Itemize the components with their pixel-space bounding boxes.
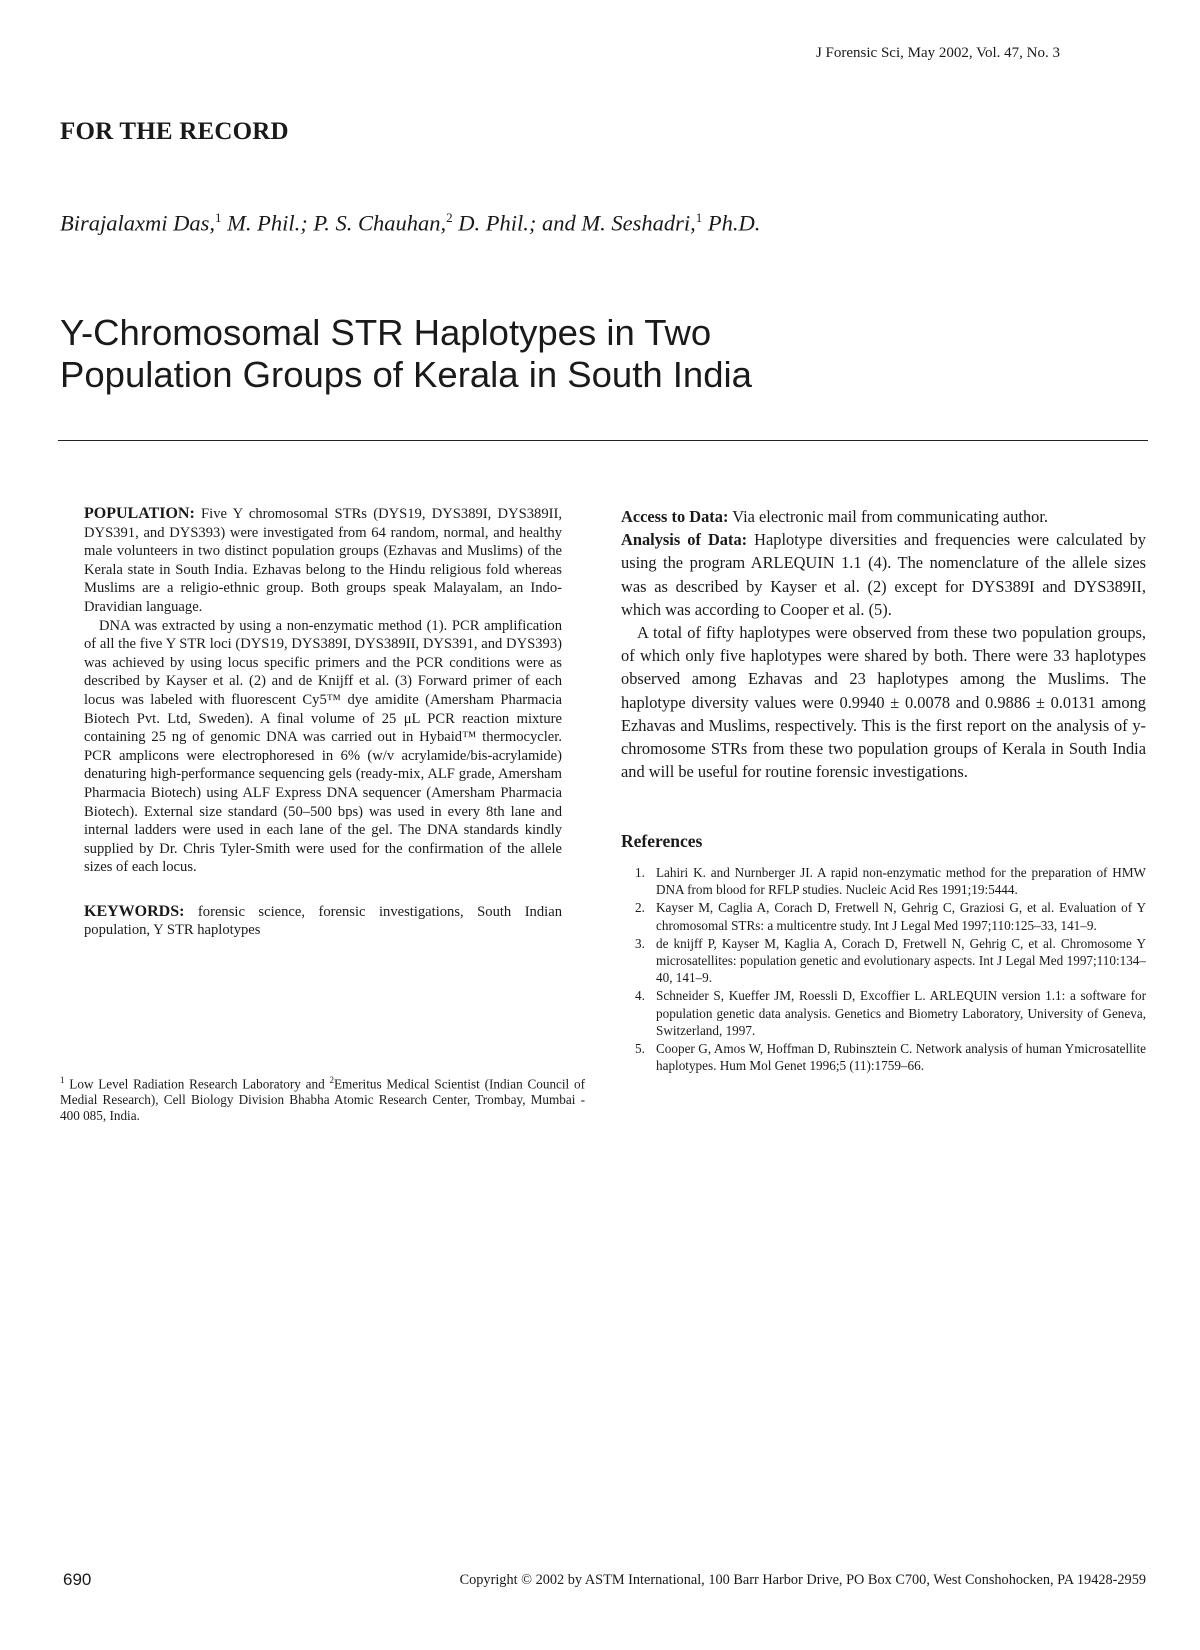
reference-text: Cooper G, Amos W, Hoffman D, Rubinsztein C. Network analysis of human Ymicrosatellite haplotypes. Hum Mol Genet 1996;5 (11):1759–66. (656, 1041, 1146, 1074)
reference-item (621, 935, 1146, 987)
reference-text: Lahiri K. and Nurnberger JI. A rapid non-enzymatic method for the preparation of HMW DNA from blood for RFLP studies. Nucleic Acid Res 1991;19:5444. (656, 865, 1146, 898)
paper-title (60, 312, 1040, 396)
title-line: Population Groups of Kerala in South India (60, 354, 752, 396)
footnote-text: Low Level Radiation Research Laboratory and (64, 1076, 330, 1092)
section-label: FOR THE RECORD (60, 118, 289, 145)
title-line: Y-Chromosomal STR Haplotypes in Two (60, 312, 712, 354)
reference-list (621, 864, 1146, 1075)
footnote-text: Emeritus Medical Scientist (Indian Council of Medial Research), Cell Biology Division Bhabha Atomic Research Center, Trombay, Mumbai - 400 085, India. (60, 1076, 585, 1124)
right-column (621, 505, 1146, 783)
author-name: M. Seshadri, (581, 210, 696, 236)
author-name: Birajalaxmi Das, (60, 210, 215, 236)
reference-item (621, 987, 1146, 1039)
author-list (60, 210, 760, 237)
reference-number: 3. (635, 935, 645, 951)
analysis-paragraph (621, 528, 1146, 621)
footnote-marker: 2 (329, 1075, 334, 1085)
reference-number: 5. (635, 1041, 645, 1057)
population-paragraph (84, 505, 562, 617)
footnote-marker: 1 (60, 1075, 65, 1085)
affiliation-footnote (60, 1072, 585, 1124)
methods-paragraph: DNA was extracted by using a non-enzymatic method (1). PCR amplification of all the five Y STR loci (DYS19, DYS389I, DYS389II, DYS391, and DYS393) was achieved by using locus specific primers and the PCR conditions were as described by Kayser et al. (2) and de Knijff et al. (3) Forward primer of each locus was labeled with fluorescent Cy5™ dye amidite (Amersham Pharmacia Biotech Pvt. Ltd, Sweden). A final volume of 25 μL PCR reaction mixture containing 25 ng of genomic DNA was carried out in Hybaid™ thermocycler. PCR amplicons were electrophoresed in 6% (w/v acrylamide/bis-acrylamide) denaturing high-performance sequencing gels (ready-mix, ALF grade, Amersham Pharmacia Biotech) using ALF Express DNA sequencer (Amersham Pharmacia Biotech). External size standard (50–500 bps) was used in every 8th lane and internal ladders were used in each lane of the gel. The DNA standards kindly supplied by Dr. Chris Tyler-Smith were used for the confirmation of the allele sizes of each locus. (84, 617, 562, 876)
author-degree: D. Phil.; and (452, 210, 582, 236)
author-name: P. S. Chauhan, (313, 210, 447, 236)
author-degree: M. Phil.; (221, 210, 314, 236)
page-number: 690 (63, 1570, 92, 1589)
reference-number: 2. (635, 900, 645, 916)
keywords-paragraph (84, 903, 562, 940)
access-text: Via electronic mail from communicating author. (728, 507, 1049, 526)
affiliation-marker: 1 (215, 210, 222, 225)
affiliation-marker: 1 (695, 210, 703, 225)
population-text: Five Y chromosomal STRs (DYS19, DYS389I, DYS389II, DYS391, and DYS393) were investigated from 64 random, normal, and healthy male volunteers in two distinct population groups (Ezhavas and Muslims) of the Kerala state in South India. Ezhavas belong to the Hindu religious fold whereas Muslims are a religio-ethnic group. Both groups speak Malayalam, an Indo-Dravidian language. (84, 506, 562, 615)
reference-text: Kayser M, Caglia A, Corach D, Fretwell N, Gehrig C, Graziosi G, et al. Evaluation of Y chromosomal STRs: a multicentre study. Int J Legal Med 1997;110:125–33, 141–9. (656, 900, 1146, 933)
copyright-notice: Copyright © 2002 by ASTM International, 100 Barr Harbor Drive, PO Box C700, West Conshohocken, PA 19428-2959 (459, 1572, 1146, 1588)
journal-citation: J Forensic Sci, May 2002, Vol. 47, No. 3 (815, 45, 1060, 61)
reference-item (621, 1040, 1146, 1074)
reference-number: 4. (635, 988, 645, 1004)
reference-item (621, 899, 1146, 933)
reference-item (621, 864, 1146, 898)
access-paragraph (621, 505, 1146, 528)
access-label: Access to Data: (621, 507, 729, 526)
left-column (84, 505, 562, 940)
reference-text: Schneider S, Kueffer JM, Roessli D, Excoffier L. ARLEQUIN version 1.1: a software for population genetic data analysis. Genetics and Biometry Laboratory, University of Geneva, Switzerland, 1997. (656, 988, 1146, 1038)
keywords-text: forensic science, forensic investigations, South Indian population, Y STR haplotypes (84, 903, 562, 939)
population-label: POPULATION: (84, 505, 195, 522)
reference-number: 1. (635, 865, 645, 880)
reference-text: de knijff P, Kayser M, Kaglia A, Corach D, Fretwell N, Gehrig C, et al. Chromosome Y microsatellites: population genetic and evolutionary aspects. Int J Legal Med 1997;110:134–40, 141–9. (656, 935, 1146, 986)
references-heading: References (621, 831, 703, 851)
results-paragraph: A total of fifty haplotypes were observed from these two population groups, of which only five haplotypes were shared by both. There were 33 haplotypes observed among Ezhavas and 23 haplotypes among the Muslims. The haplotype diversity values were 0.9940 ± 0.0078 and 0.9886 ± 0.0131 among Ezhavas and Muslims, respectively. This is the first report on the analysis of y-chromosome STRs from these two population groups of Kerala in South India and will be useful for routine forensic investigations. (621, 623, 1146, 782)
keywords-label: KEYWORDS: (84, 902, 185, 920)
affiliation-marker: 2 (446, 210, 453, 225)
analysis-text: Haplotype diversities and frequencies were calculated by using the program ARLEQUIN 1.1 (4). The nomenclature of the allele sizes was as described by Kayser et al. (2) except for DYS389I and DYS389II, which was according to Cooper et al. (5). (621, 530, 1147, 619)
author-degree: Ph.D. (702, 210, 761, 236)
analysis-label: Analysis of Data: (621, 530, 748, 550)
title-divider (58, 440, 1148, 441)
